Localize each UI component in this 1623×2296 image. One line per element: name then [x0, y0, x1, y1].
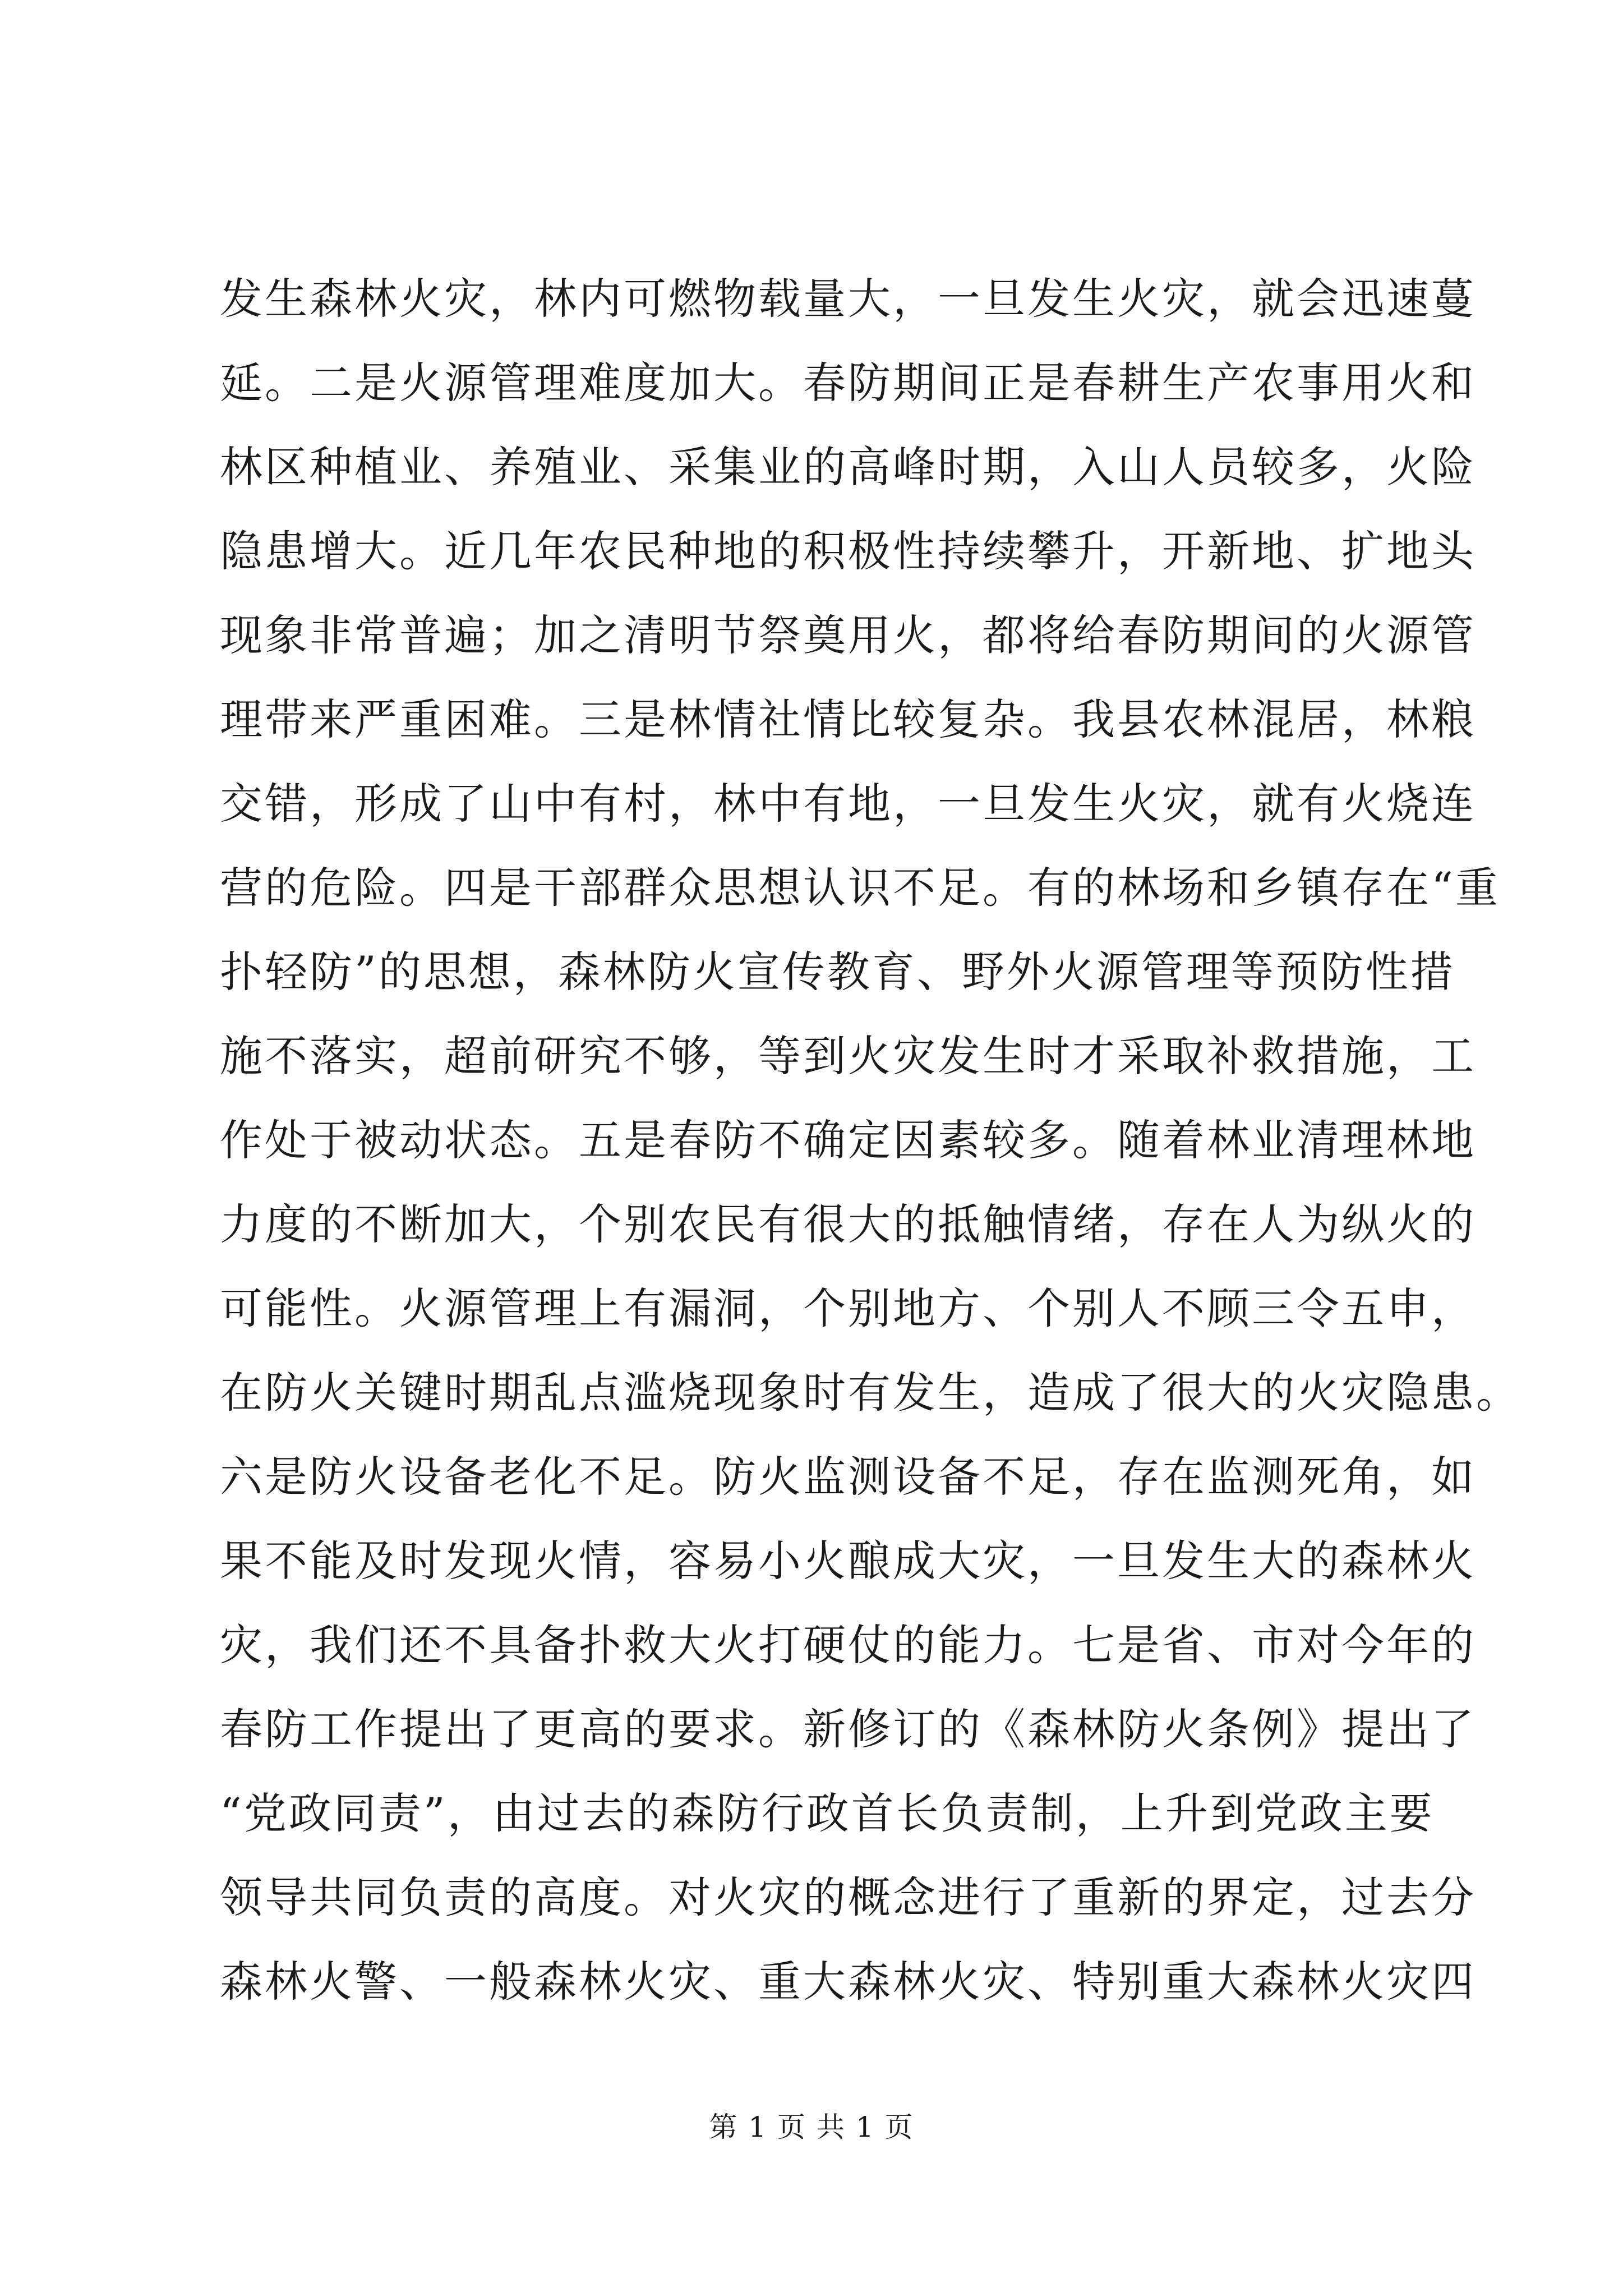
text-line: 力度的不断加大，个别农民有很大的抵触情绪，存在人为纵火的: [220, 1199, 1476, 1249]
text-line: “党政同责”，由过去的森防行政首长负责制，上升到党政主要: [220, 1788, 1435, 1838]
text-line: 理带来严重困难。三是林情社情比较复杂。我县农林混居，林粮: [220, 694, 1476, 744]
text-line: 森林火警、一般森林火灾、重大森林火灾、特别重大森林火灾四: [220, 1957, 1476, 2007]
text-line: 灾，我们还不具备扑救大火打硬仗的能力。七是省、市对今年的: [220, 1620, 1476, 1670]
text-line: 领导共同负责的高度。对火灾的概念进行了重新的界定，过去分: [220, 1872, 1476, 1922]
text-line: 延。二是火源管理难度加大。春防期间正是春耕生产农事用火和: [220, 358, 1476, 408]
text-line: 春防工作提出了更高的要求。新修订的《森林防火条例》提出了: [220, 1704, 1476, 1754]
text-line: 林区种植业、养殖业、采集业的高峰时期，入山人员较多，火险: [220, 442, 1476, 492]
text-line: 作处于被动状态。五是春防不确定因素较多。随着林业清理林地: [220, 1115, 1476, 1165]
text-line: 交错，形成了山中有村，林中有地，一旦发生火灾，就有火烧连: [220, 779, 1476, 829]
text-line: 在防火关键时期乱点滥烧现象时有发生，造成了很大的火灾隐患。: [220, 1368, 1521, 1418]
text-line: 隐患增大。近几年农民种地的积极性持续攀升，开新地、扩地头: [220, 526, 1476, 576]
text-line: 营的危险。四是干部群众思想认识不足。有的林场和乡镇存在“重: [220, 863, 1500, 913]
text-line: 扑轻防”的思想，森林防火宣传教育、野外火源管理等预防性措: [220, 947, 1455, 997]
text-line: 果不能及时发现火情，容易小火酿成大灾，一旦发生大的森林火: [220, 1536, 1476, 1586]
text-line: 六是防火设备老化不足。防火监测设备不足，存在监测死角，如: [220, 1452, 1476, 1502]
text-line: 现象非常普遍；加之清明节祭奠用火，都将给春防期间的火源管: [220, 610, 1476, 660]
page-number-label: 第 1 页 共 1 页: [709, 2111, 914, 2143]
text-line: 发生森林火灾，林内可燃物载量大，一旦发生火灾，就会迅速蔓: [220, 274, 1476, 324]
text-line: 施不落实，超前研究不够，等到火灾发生时才采取补救措施，工: [220, 1031, 1476, 1081]
text-line: 可能性。火源管理上有漏洞，个别地方、个别人不顾三令五申，: [220, 1283, 1476, 1333]
body-paragraph: [220, 257, 1521, 2024]
page-footer: [0, 2105, 1623, 2145]
